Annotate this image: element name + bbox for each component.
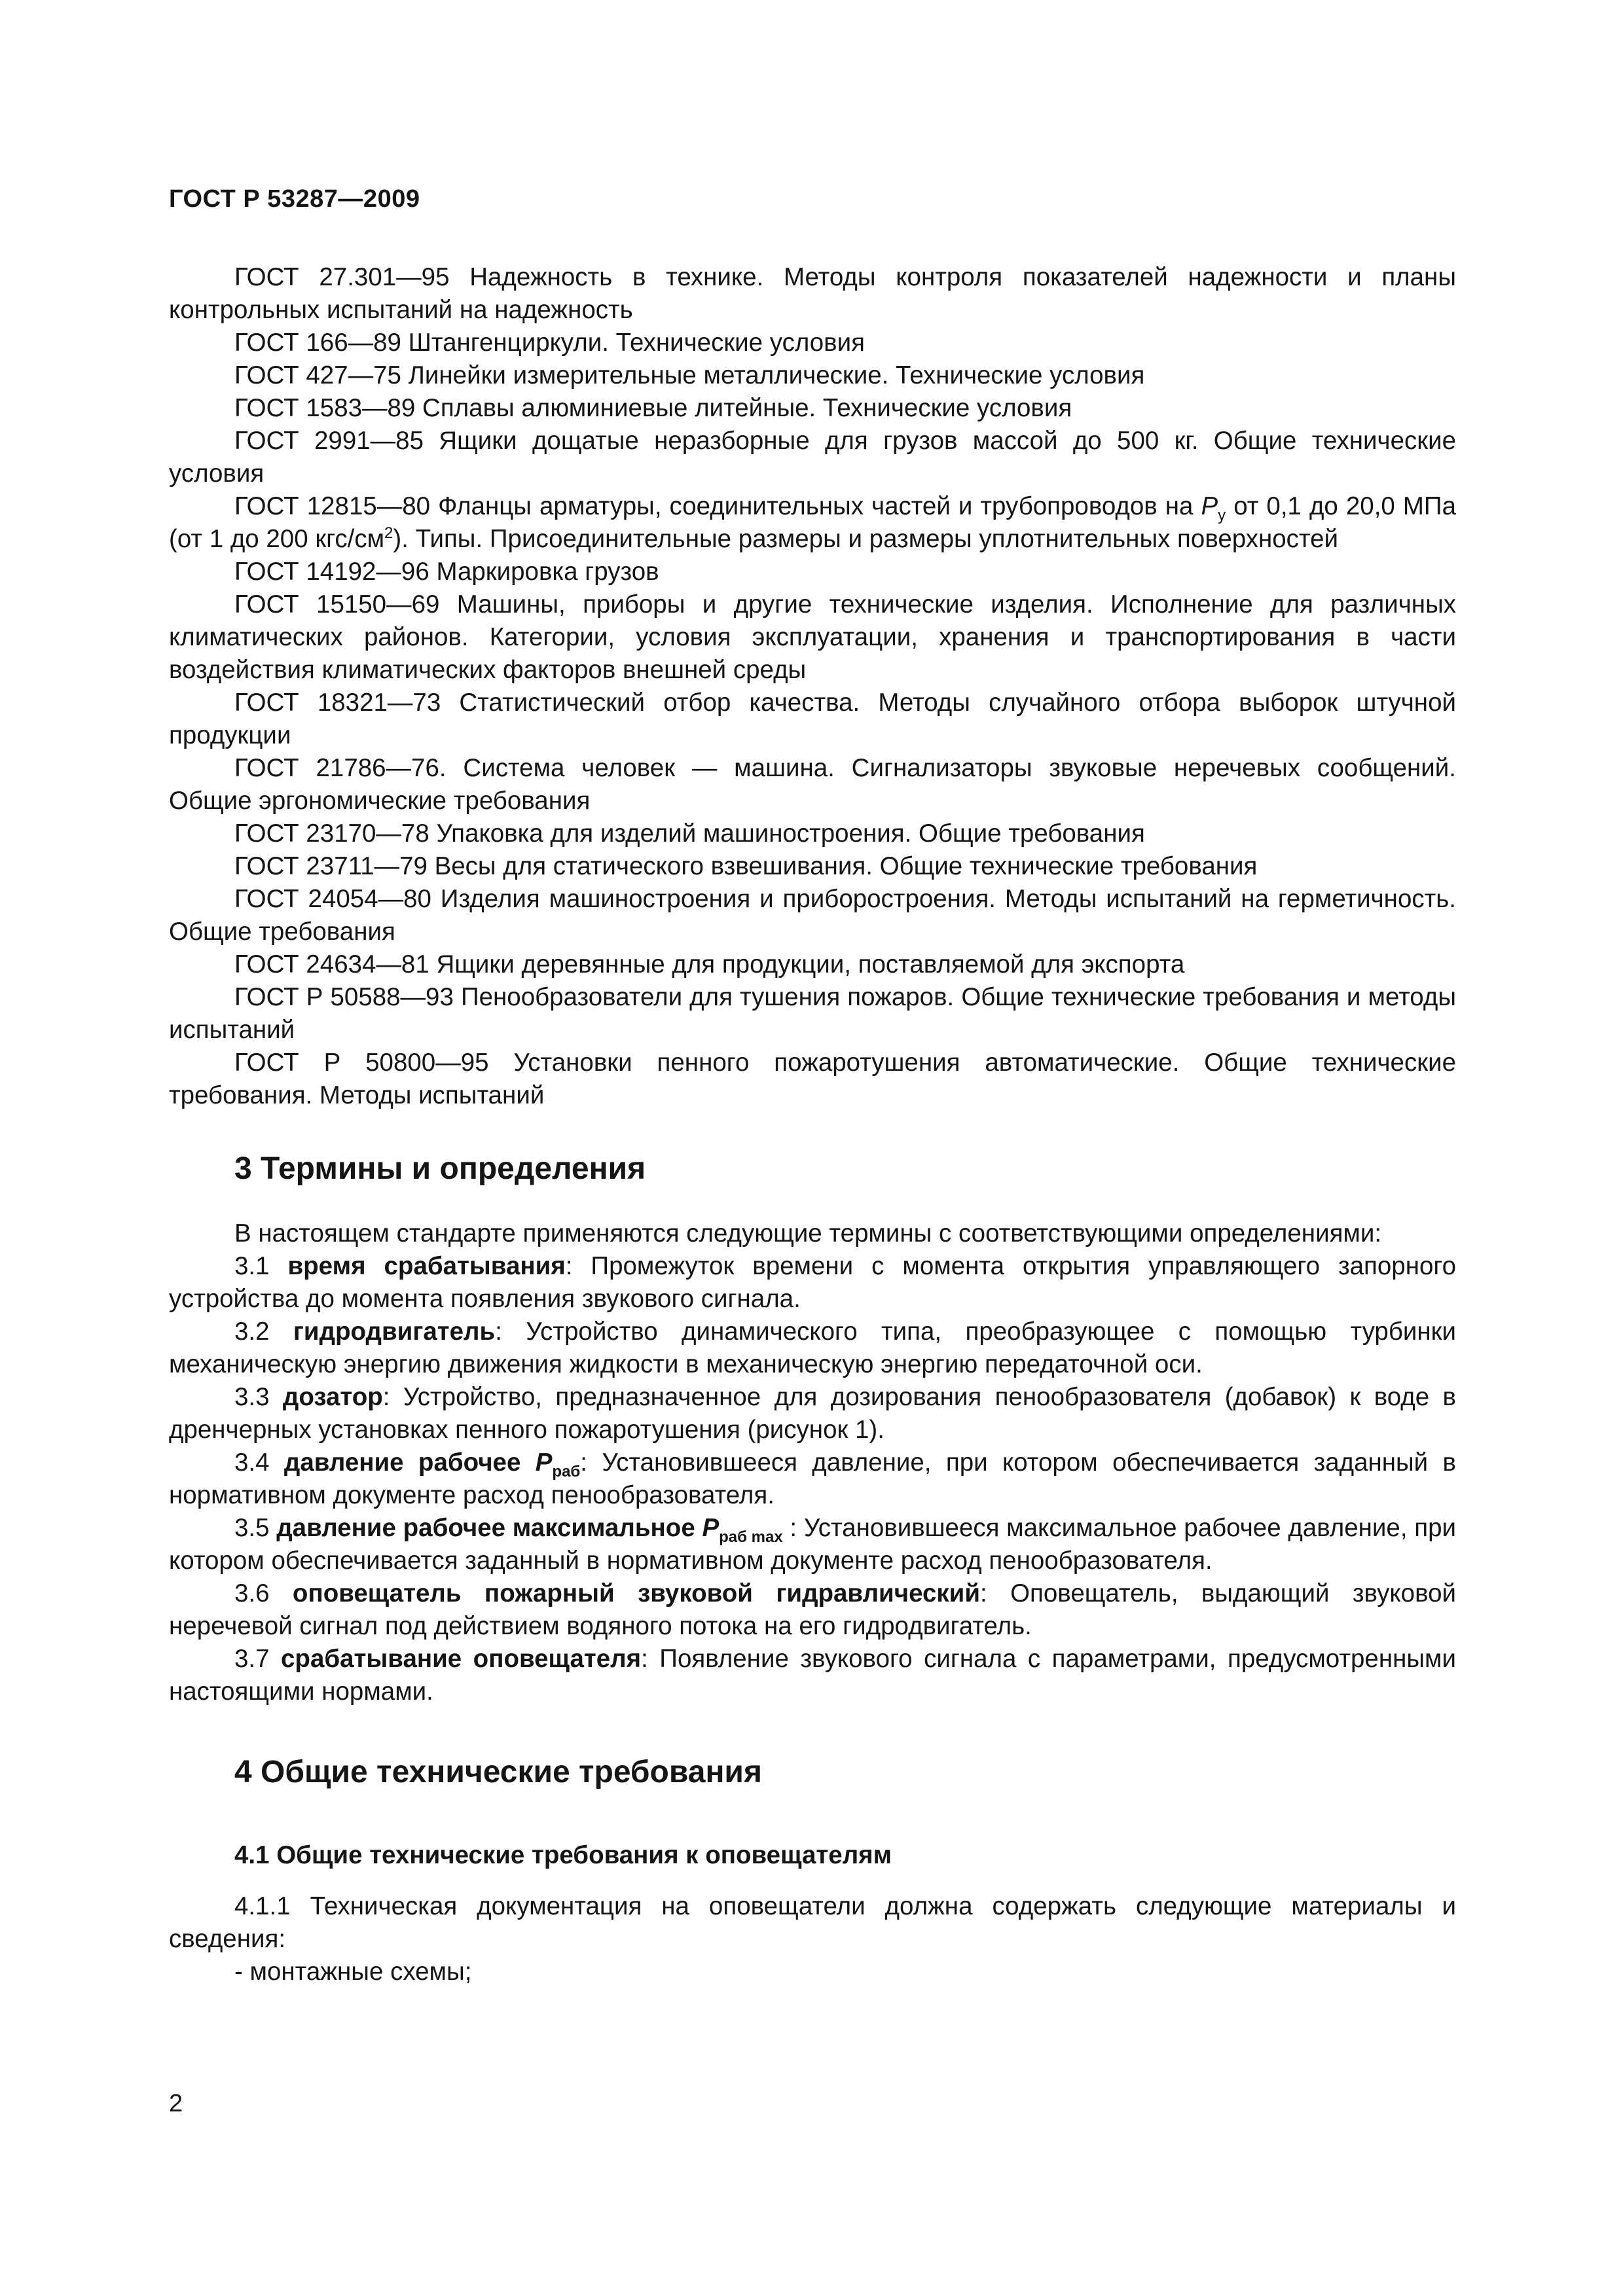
subsection-4-1-title: 4.1 Общие технические требования к оповещателям [234,1841,892,1869]
reference-item: ГОСТ 15150—69 Машины, приборы и другие технические изделия. Исполнение для различных климатических районов. Категории, условия эксплуатации, хранения и транспортирования в части воздействия климатических факторов внешней среды [169,590,1456,684]
document-body [169,261,1456,1988]
section-3-title: 3 Термины и определения [234,1151,646,1186]
reference-item: ГОСТ Р 50588—93 Пенообразователи для тушения пожаров. Общие технические требования и методы испытаний [169,983,1456,1044]
reference-item: ГОСТ 24634—81 Ящики деревянные для продукции, поставляемой для экспорта [234,950,1185,978]
reference-item: ГОСТ 27.301—95 Надежность в технике. Методы контроля показателей надежности и планы контрольных испытаний на надежность [169,263,1456,324]
reference-item: ГОСТ 14192—96 Маркировка грузов [234,558,659,586]
symbol-p: P [1201,492,1218,520]
reference-item: ГОСТ 24054—80 Изделия машиностроения и приборостроения. Методы испытаний на герметичность. Общие требования [169,885,1456,946]
reference-item: ГОСТ 1583—89 Сплавы алюминиевые литейные. Технические условия [234,394,1072,422]
page-number: 2 [169,2090,183,2117]
symbol-p: P [535,1448,553,1477]
reference-item: ГОСТ 23711—79 Весы для статического взвешивания. Общие технические требования [234,852,1258,880]
term-definition: 3.2 гидродвигатель: Устройство динамического типа, преобразующее с помощью турбинки механическую энергию движения жидкости в механическую энергию передаточной оси. [169,1318,1456,1378]
reference-item: ГОСТ 23170—78 Упаковка для изделий машиностроения. Общие требования [234,819,1145,848]
reference-item: ГОСТ 427—75 Линейки измерительные металлические. Технические условия [234,361,1145,389]
reference-item: ГОСТ 21786—76. Система человек — машина. Сигнализаторы звуковые неречевых сообщений. Общие эргономические требования [169,754,1456,815]
paragraph: 4.1.1 Техническая документация на оповещатели должна содержать следующие материалы и сведения: [169,1892,1456,1953]
term-definition: 3.1 время срабатывания: Промежуток времени с момента открытия управляющего запорного устройства до момента появления звукового сигнала. [169,1252,1457,1313]
section-4-title: 4 Общие технические требования [234,1755,762,1789]
reference-item: ГОСТ 166—89 Штангенциркули. Технические условия [234,329,865,357]
term-definition: 3.5 давление рабочее максимальное $P_{раб max}$ : Установившееся максимальное рабочее давление, при котором обеспечивается заданный в нормативном документе расход пенообразователя. [169,1514,1456,1575]
term-definition: 3.3 дозатор: Устройство, предназначенное для дозирования пенообразователя (добавок) к воде в дренчерных установках пенного пожаротушения (рисунок 1). [169,1383,1457,1444]
reference-item: ГОСТ 18321—73 Статистический отбор качества. Методы случайного отбора выборок штучной продукции [169,689,1456,749]
term-definition: 3.4 давление рабочее $P_{раб}$: Установившееся давление, при котором обеспечивается заданный в нормативном документе расход пенообразователя. [169,1448,1456,1509]
list-item: - монтажные схемы; [234,1958,472,1986]
document-header: ГОСТ Р 53287—2009 [169,185,420,213]
term-definition: 3.6 оповещатель пожарный звуковой гидравлический: Оповещатель, выдающий звуковой неречевой сигнал под действием водяного потока на его гидродвигатель. [169,1579,1457,1640]
symbol-p: P [702,1514,720,1542]
reference-item: ГОСТ 12815—80 Фланцы арматуры, соединительных частей и трубопроводов на $P_у$ от 0,1 до 20,0 МПа (от 1 до 200 кгс/$см^2$). Типы. Присоединительные размеры и размеры уплотнительных поверхностей [169,492,1456,553]
reference-item: ГОСТ 2991—85 Ящики дощатые неразборные для грузов массой до 500 кг. Общие технические условия [169,427,1456,488]
term-definition: 3.7 срабатывание оповещателя: Появление звукового сигнала с параметрами, предусмотренными настоящими нормами. [169,1645,1456,1706]
reference-item: ГОСТ Р 50800—95 Установки пенного пожаротушения автоматические. Общие технические требования. Методы испытаний [169,1049,1456,1109]
section-3-intro: В настоящем стандарте применяются следующие термины с соответствующими определениями: [234,1219,1382,1247]
